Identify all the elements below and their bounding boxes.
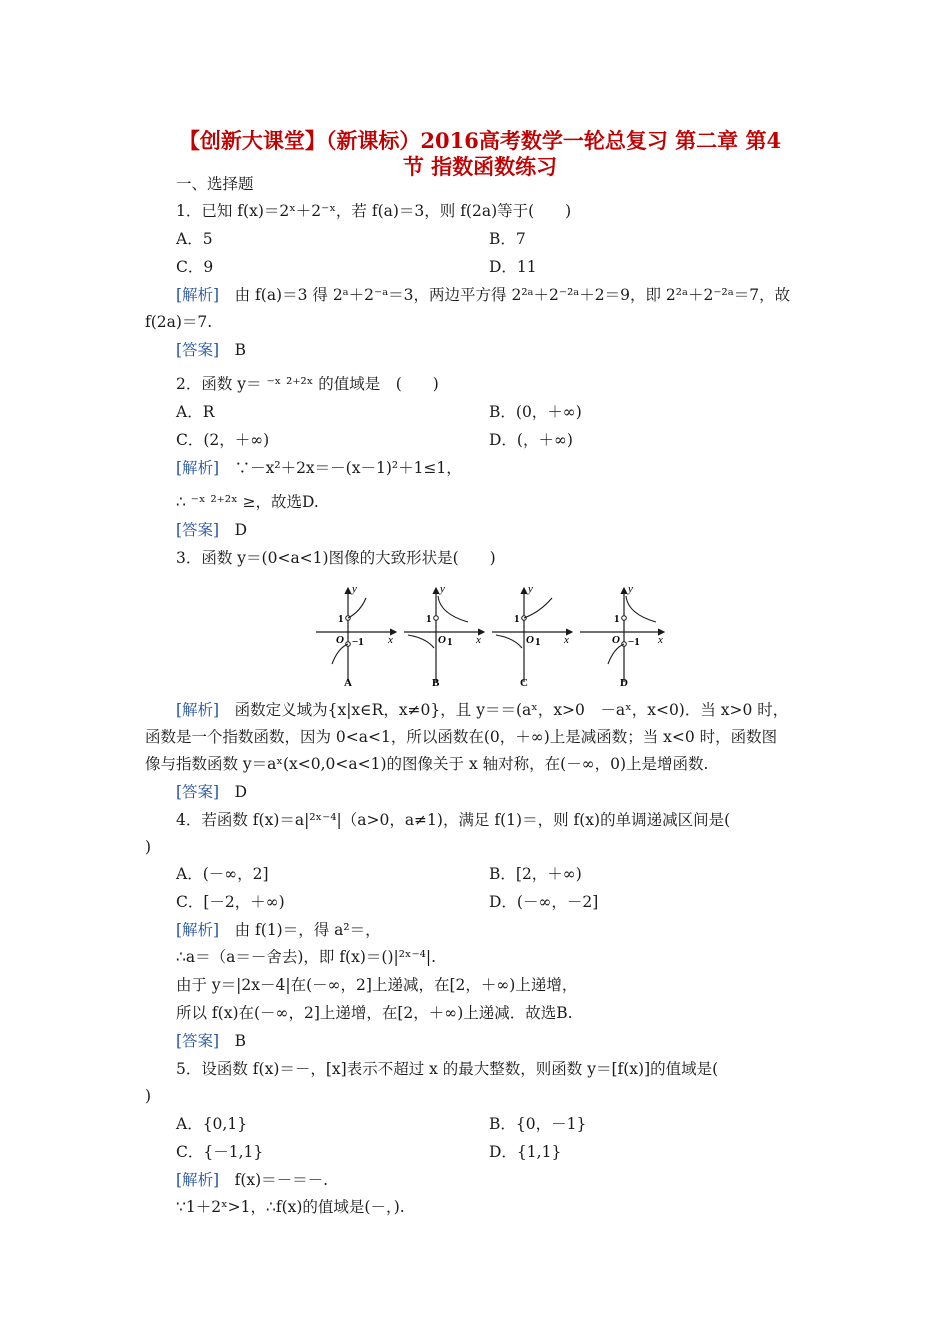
x-axis-label: x: [658, 634, 663, 646]
q4-stem-cont: ): [145, 838, 152, 856]
graph-d: [580, 583, 664, 689]
x-axis-label: x: [564, 634, 569, 646]
tick-neg-one: 1: [535, 636, 541, 648]
q2-answer: [176, 520, 247, 540]
tick-one: 1: [426, 613, 432, 625]
q2-analysis: [176, 458, 462, 478]
q3-stem: 3．函数 y＝(0<a<1)图像的大致形状是( ): [176, 549, 496, 567]
q1-analysis-cont: f(2a)＝7.: [145, 313, 213, 331]
graph-label-a: A: [344, 677, 352, 689]
q3-analysis: [176, 700, 788, 720]
q5-option-b: B．{0，－1}: [489, 1115, 587, 1133]
q1-option-d: D．11: [489, 258, 537, 276]
q2-answer-value: D: [219, 521, 248, 539]
origin-label: O: [438, 634, 446, 646]
q2-option-a: A．R: [176, 403, 215, 421]
analysis-tag: [解析]: [176, 701, 220, 719]
q2-option-b: B．(0，＋∞): [489, 403, 582, 421]
analysis-tag: [解析]: [176, 1171, 220, 1189]
q4-stem: 4．若函数 f(x)＝a|²ˣ⁻⁴|（a>0，a≠1)，满足 f(1)＝，则 f(x)的单调递减区间是(: [176, 811, 731, 829]
origin-label: O: [526, 634, 534, 646]
q5-analysis-text: f(x)＝－＝－.: [219, 1171, 329, 1189]
graph-label-c: C: [520, 677, 528, 689]
y-axis-label: y: [352, 583, 357, 595]
x-axis-label: x: [476, 634, 481, 646]
q3-graph-options: [308, 582, 678, 690]
q3-answer: [176, 782, 247, 802]
q2-analysis-cont: ∴ ⁻ˣ ²⁺²ˣ ≥，故选D.: [176, 493, 319, 511]
q1-option-a: A．5: [176, 230, 213, 248]
q1-answer: [176, 340, 246, 360]
q1-answer-value: B: [219, 341, 246, 359]
graph-label-b: B: [432, 677, 440, 689]
q1-stem: 1．已知 f(x)＝2ˣ＋2⁻ˣ，若 f(a)＝3，则 f(2a)等于( ): [176, 202, 572, 220]
q3-analysis-text: 函数定义域为{x|x∈R，x≠0}，且 y＝＝(aˣ，x>0 －aˣ，x<0)．当 x>0 时，: [219, 701, 789, 719]
q4-analysis: [176, 920, 381, 940]
answer-tag: [答案]: [176, 783, 220, 801]
x-axis-label: x: [388, 634, 393, 646]
q4-analysis-cont3: 所以 f(x)在(－∞，2]上递增，在[2，＋∞)上递减．故选B.: [176, 1004, 573, 1022]
q4-answer: [176, 1031, 246, 1051]
q5-option-c: C．{－1,1}: [176, 1143, 264, 1161]
q4-analysis-cont1: ∴a＝（a＝－舍去)，即 f(x)＝()|²ˣ⁻⁴|.: [176, 948, 437, 966]
q5-analysis: [176, 1170, 328, 1190]
q4-option-c: C．[－2，＋∞): [176, 893, 285, 911]
q2-stem: 2．函数 y＝ ⁻ˣ ²⁺²ˣ 的值域是 ( ): [176, 375, 439, 393]
origin-label: O: [336, 634, 344, 646]
q1-analysis-text: 由 f(a)＝3 得 2ᵃ＋2⁻ᵃ＝3，两边平方得 2²ᵃ＋2⁻²ᵃ＋2＝9，即 2²ᵃ＋2⁻²ᵃ＝7，故: [219, 286, 791, 304]
answer-tag: [答案]: [176, 521, 220, 539]
q2-analysis-text: ∵－x²＋2x＝－(x－1)²＋1≤1，: [219, 459, 462, 477]
answer-tag: [答案]: [176, 341, 220, 359]
doc-title-line2: 节 指数函数练习: [402, 154, 558, 179]
q5-analysis-cont: ∵1＋2ˣ>1，∴f(x)的值域是(－，).: [176, 1198, 405, 1216]
tick-neg-one: 1: [447, 636, 453, 648]
analysis-tag: [解析]: [176, 286, 220, 304]
doc-title-line1: 【创新大课堂】（新课标）2016高考数学一轮总复习 第二章 第4: [178, 128, 782, 153]
q2-option-d: D．(，＋∞): [489, 431, 573, 449]
q1-option-b: B．7: [489, 230, 526, 248]
analysis-tag: [解析]: [176, 921, 220, 939]
tick-one: 1: [614, 613, 620, 625]
tick-neg-one: −1: [352, 636, 364, 648]
y-axis-label: y: [440, 583, 445, 595]
q4-option-d: D．(－∞，－2]: [489, 893, 599, 911]
graph-label-d: D: [620, 677, 628, 689]
section-heading: 一、选择题: [176, 175, 254, 193]
y-axis-label: y: [628, 583, 633, 595]
tick-one: 1: [338, 613, 344, 625]
tick-one: 1: [514, 613, 520, 625]
q3-answer-value: D: [219, 783, 248, 801]
q4-analysis-text: 由 f(1)＝，得 a²＝，: [219, 921, 381, 939]
q5-option-d: D．{1,1}: [489, 1143, 562, 1161]
q4-option-a: A．(－∞，2]: [176, 865, 269, 883]
graph-c: [492, 583, 572, 689]
q1-analysis: [176, 285, 790, 305]
q5-option-a: A．{0,1}: [176, 1115, 248, 1133]
q5-stem-cont: ): [145, 1087, 152, 1105]
origin-label: O: [612, 634, 620, 646]
q2-option-c: C．(2，＋∞): [176, 431, 270, 449]
tick-neg-one: −1: [628, 636, 640, 648]
q5-stem: 5．设函数 f(x)＝－，[x]表示不超过 x 的最大整数，则函数 y＝[f(x)]的值域是(: [176, 1060, 719, 1078]
answer-tag: [答案]: [176, 1032, 220, 1050]
y-axis-label: y: [528, 583, 533, 595]
analysis-tag: [解析]: [176, 459, 220, 477]
q3-analysis-cont2: 像与指数函数 y＝aˣ(x<0,0<a<1)的图像关于 x 轴对称，在(－∞，0)上是增函数.: [145, 755, 709, 773]
q1-option-c: C．9: [176, 258, 214, 276]
q4-answer-value: B: [219, 1032, 246, 1050]
q4-option-b: B．[2，＋∞): [489, 865, 582, 883]
q4-analysis-cont2: 由于 y＝|2x－4|在(－∞，2]上递减，在[2，＋∞)上递增，: [176, 976, 578, 994]
graph-a: [316, 583, 396, 689]
q3-analysis-cont1: 函数是一个指数函数，因为 0<a<1，所以函数在(0，＋∞)上是减函数；当 x<0 时，函数图: [145, 728, 778, 746]
graph-b: [404, 583, 484, 689]
